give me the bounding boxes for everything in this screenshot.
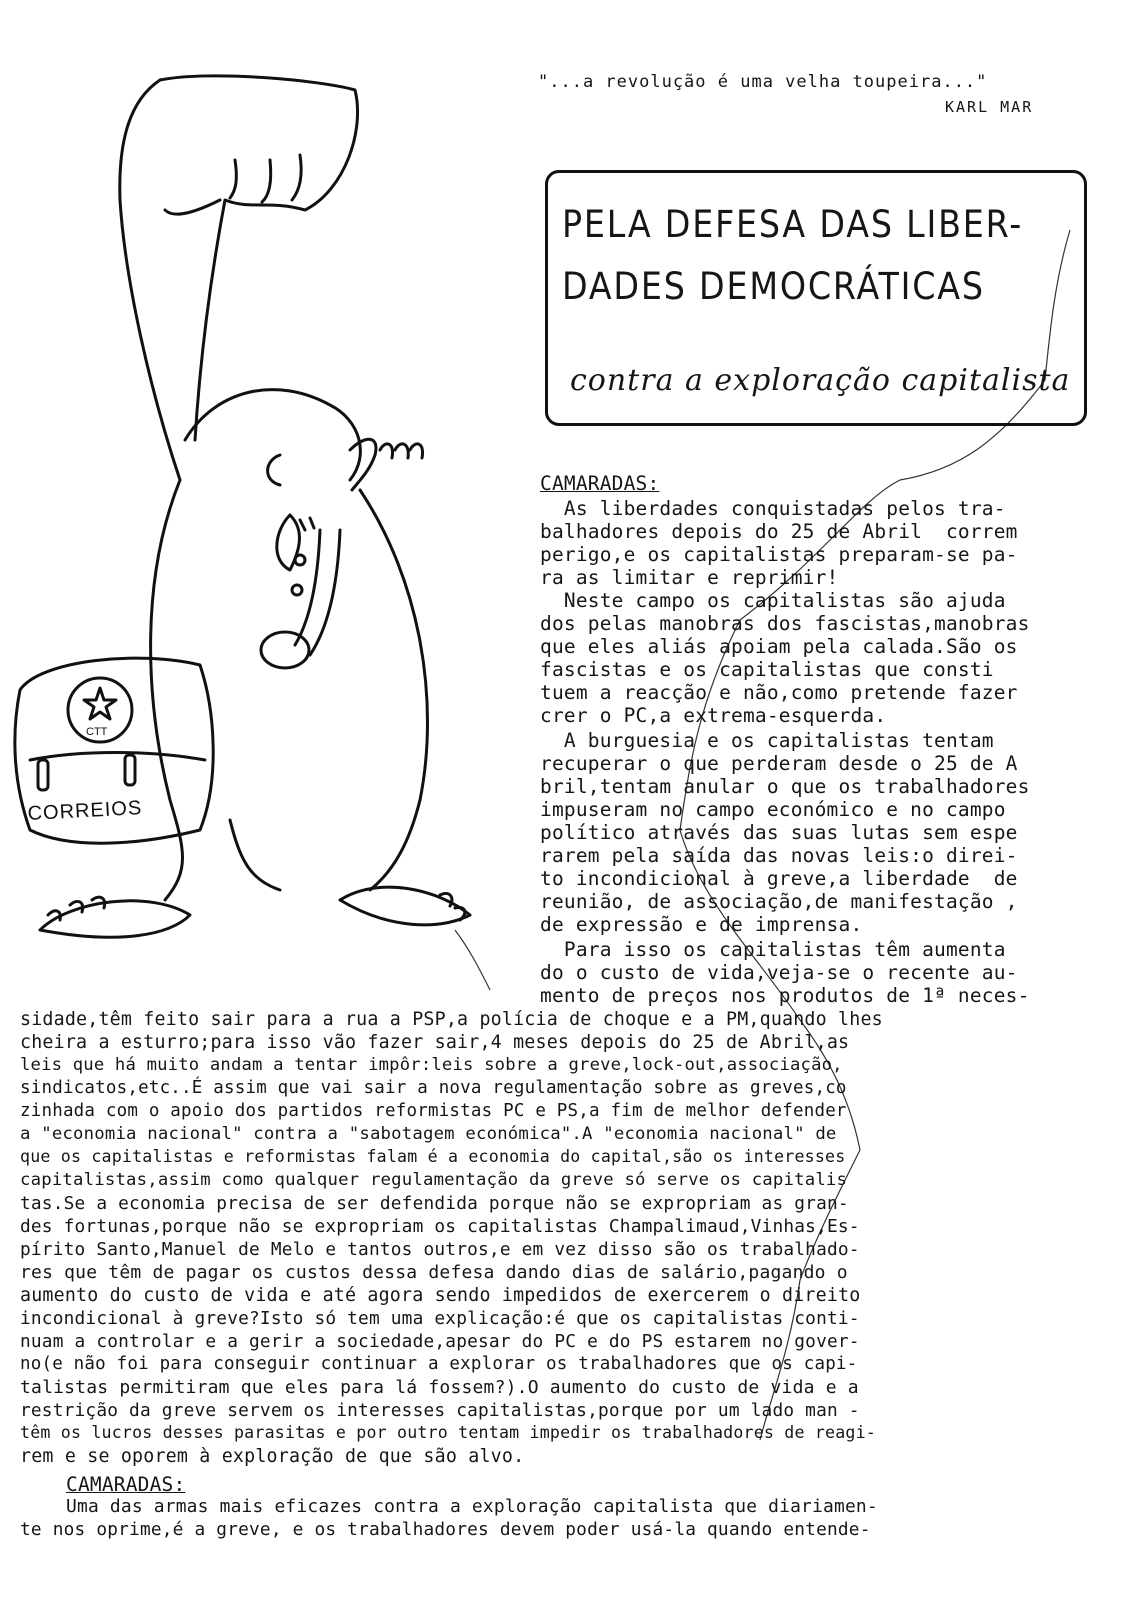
body-line: ra as limitar e reprimir! — [540, 566, 839, 589]
body-line: crer o PC,a extrema-esquerda. — [540, 704, 887, 727]
body-line: zinhada com o apoio dos partidos reformistas PC e PS,a fim de melhor defender — [20, 1101, 847, 1121]
body-line: incondicional à greve?Isto só tem uma explicação:é que os capitalistas conti- — [20, 1308, 860, 1329]
body-line: dos pelas manobras dos fascistas,manobras — [540, 612, 1030, 635]
headline-box — [545, 170, 1087, 426]
body-line: político através das suas lutas sem espe — [540, 821, 1018, 844]
body-line: rarem pela saída das novas leis:o direi- — [540, 844, 1018, 867]
body-line: sindicatos,etc..É assim que vai sair a nova regulamentação sobre as greves,co — [20, 1078, 847, 1098]
body-line: balhadores depois do 25 de Abril correm — [540, 520, 1018, 543]
body-line: des fortunas,porque não se expropriam os capitalistas Champalimaud,Vinhas,Es- — [20, 1216, 860, 1237]
body-line: reunião, de associação,de manifestação , — [540, 890, 1018, 913]
body-line: rem e se oporem à exploração de que são alvo. — [20, 1446, 525, 1467]
body-line: talistas permitiram que eles para lá fossem?).O aumento do custo de vida e a — [20, 1377, 859, 1398]
body-line: As liberdades conquistadas pelos tra- — [540, 497, 1006, 520]
section-heading: CAMARADAS: — [540, 472, 660, 495]
body-line: cheira a esturro;para isso vão fazer sair,4 meses depois do 25 de Abril,as — [20, 1032, 850, 1053]
body-line: perigo,e os capitalistas preparam-se pa- — [540, 543, 1018, 566]
body-line: res que têm de pagar os custos dessa defesa dando dias de salário,pagando o — [20, 1262, 848, 1283]
body-line: capitalistas,assim como qualquer regulamentação da greve só serve os capitalis — [20, 1170, 848, 1190]
body-line: a "economia nacional" contra a "sabotagem económica".A "economia nacional" de — [20, 1124, 837, 1144]
body-line: Para isso os capitalistas têm aumenta — [540, 938, 1006, 961]
correios-bag-label: CORREIOS — [27, 797, 143, 825]
body-line: tuem a reacção e não,como pretende fazer — [540, 681, 1018, 704]
ctt-emblem-label: CTT — [86, 726, 108, 738]
quote-author: KARL MAR — [945, 98, 1034, 116]
body-line: restrição da greve servem os interesses capitalistas,porque por um lado man - — [20, 1400, 860, 1421]
body-line: têm os lucros desses parasitas e por outro tentam impedir os trabalhadores de reagi- — [20, 1423, 876, 1442]
body-line: nuam a controlar e a gerir a sociedade,apesar do PC e do PS estarem no gover- — [20, 1331, 860, 1352]
body-line: de expressão e de imprensa. — [540, 913, 863, 936]
body-line: recuperar o que perderam desde o 25 de A — [540, 752, 1018, 775]
body-line: que eles aliás apoiam pela calada.São os — [540, 635, 1018, 658]
body-line: bril,tentam anular o que os trabalhadores — [540, 775, 1030, 798]
body-line: sidade,têm feito sair para a rua a PSP,a polícia de choque e a PM,quando lhes — [20, 1009, 883, 1030]
body-line: impuseram no campo económico e no campo — [540, 798, 1006, 821]
body-line: aumento do custo de vida e até agora sendo impedidos de exercerem o direito — [20, 1285, 861, 1306]
body-line: Neste campo os capitalistas são ajuda — [540, 589, 1006, 612]
section-heading: CAMARADAS: — [66, 1473, 186, 1496]
body-line: do o custo de vida,veja-se o recente au- — [540, 961, 1018, 984]
headline-subtitle: contra a exploração capitalista — [570, 363, 1071, 398]
body-line: pírito Santo,Manuel de Melo e tantos outros,e em vez disso são os trabalhado- — [20, 1239, 860, 1260]
body-line: A burguesia e os capitalistas tentam — [540, 729, 994, 752]
marx-quote: "...a revolução é uma velha toupeira..." — [538, 72, 988, 92]
body-line: no(e não foi para conseguir continuar a explorar os trabalhadores que os capi- — [20, 1354, 858, 1374]
body-line: tas.Se a economia precisa de ser defendida porque não se expropriam as gran- — [20, 1193, 849, 1214]
body-line: leis que há muito andam a tentar impôr:leis sobre a greve,lock-out,associação, — [20, 1055, 843, 1075]
body-line: que os capitalistas e reformistas falam é a economia do capital,são os interesses — [20, 1147, 846, 1166]
headline-line-1: PELA DEFESA DAS LIBER- — [562, 203, 1024, 246]
body-line: mento de preços nos produtos de 1ª neces- — [540, 984, 1030, 1007]
body-line: fascistas e os capitalistas que consti — [540, 658, 994, 681]
headline-line-2: DADES DEMOCRÁTICAS — [562, 265, 985, 308]
body-line: Uma das armas mais eficazes contra a exploração capitalista que diariamen- — [66, 1496, 878, 1517]
body-line: to incondicional à greve,a liberdade de — [540, 867, 1018, 890]
body-line: te nos oprime,é a greve, e os trabalhadores devem poder usá-la quando entende- — [20, 1519, 871, 1540]
